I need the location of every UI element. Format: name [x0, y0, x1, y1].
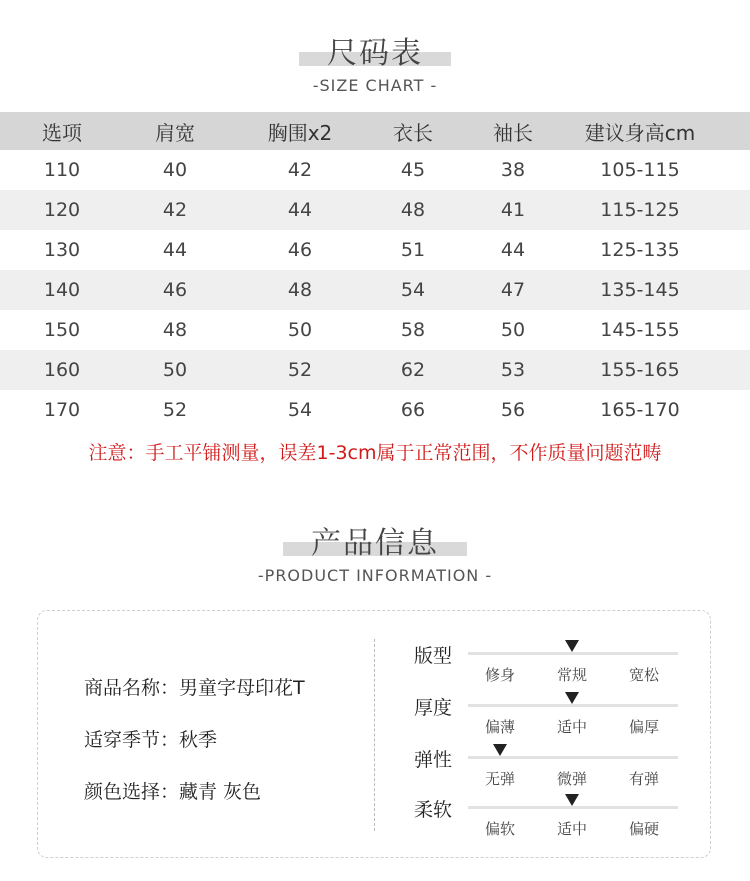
table-cell: 48: [162, 319, 188, 341]
product-info-title: 产品信息: [311, 526, 439, 561]
table-cell: 53: [500, 359, 526, 381]
table-cell: 165-170: [600, 399, 680, 421]
attribute-option: 无弹: [484, 770, 515, 788]
attribute-scale-line: [468, 806, 678, 809]
table-header-row: [0, 112, 750, 150]
selected-marker-icon: [565, 692, 579, 704]
table-cell: 48: [400, 199, 426, 221]
table-cell: 44: [162, 239, 188, 261]
attribute-label: 柔软: [414, 799, 453, 821]
table-cell: 62: [400, 359, 426, 381]
divider: [374, 639, 375, 831]
table-cell: 140: [43, 279, 81, 301]
table-cell: 155-165: [600, 359, 680, 381]
table-cell: 145-155: [600, 319, 680, 341]
attribute-option: 偏硬: [628, 820, 659, 838]
table-header-cell: 袖长: [493, 120, 533, 145]
table-cell: 150: [43, 319, 81, 341]
table-row: [0, 230, 750, 270]
table-cell: 38: [500, 159, 526, 181]
attribute-option: 偏软: [484, 820, 515, 838]
table-cell: 170: [43, 399, 81, 421]
table-cell: 51: [400, 239, 426, 261]
table-cell: 135-145: [600, 279, 680, 301]
table-cell: 54: [400, 279, 426, 301]
size-chart-heading: [0, 28, 750, 95]
table-cell: 105-115: [600, 159, 680, 181]
table-cell: 120: [43, 199, 81, 221]
color-options: 颜色选择：藏青 灰色: [84, 781, 262, 803]
table-header-cell: 肩宽: [155, 120, 195, 145]
attribute-option: 常规: [556, 666, 587, 684]
product-info-subtitle: -PRODUCT INFORMATION -: [257, 566, 493, 585]
table-cell: 115-125: [600, 199, 680, 221]
selected-marker-icon: [565, 640, 579, 652]
table-cell: 48: [287, 279, 313, 301]
table-row: [0, 350, 750, 390]
attribute-option: 偏薄: [484, 718, 515, 736]
table-row: [0, 310, 750, 350]
table-cell: 45: [400, 159, 426, 181]
selected-marker-icon: [493, 744, 507, 756]
attribute-option: 宽松: [628, 666, 659, 684]
attribute-option: 适中: [556, 820, 587, 838]
table-cell: 40: [162, 159, 188, 181]
product-info-heading: [0, 518, 750, 585]
table-cell: 47: [500, 279, 526, 301]
table-cell: 50: [500, 319, 526, 341]
measurement-note: 注意：手工平铺测量，误差1-3cm属于正常范围，不作质量问题范畴: [88, 442, 662, 464]
table-cell: 50: [162, 359, 188, 381]
size-chart-subtitle: -SIZE CHART -: [312, 76, 438, 95]
table-cell: 66: [400, 399, 426, 421]
table-cell: 130: [43, 239, 81, 261]
table-row: [0, 270, 750, 310]
table-cell: 46: [287, 239, 313, 261]
table-header-cell: 衣长: [393, 120, 433, 145]
season: 适穿季节：秋季: [84, 729, 218, 751]
table-row: [0, 150, 750, 190]
product-name: 商品名称：男童字母印花T: [84, 677, 305, 699]
table-header-cell: 胸围x2: [267, 120, 333, 145]
attribute-option: 偏厚: [628, 718, 659, 736]
attribute-option: 微弹: [556, 770, 587, 788]
attribute-scale-line: [468, 652, 678, 655]
table-cell: 42: [162, 199, 188, 221]
table-cell: 58: [400, 319, 426, 341]
attribute-scale-line: [468, 704, 678, 707]
table-cell: 44: [500, 239, 526, 261]
table-cell: 52: [162, 399, 188, 421]
attribute-label: 版型: [414, 645, 453, 667]
table-cell: 46: [162, 279, 188, 301]
size-chart-title: 尺码表: [327, 36, 423, 71]
attribute-label: 厚度: [414, 697, 453, 719]
table-row: [0, 190, 750, 230]
table-cell: 160: [43, 359, 81, 381]
table-cell: 54: [287, 399, 313, 421]
table-header-cell: 选项: [42, 120, 82, 145]
table-cell: 52: [287, 359, 313, 381]
table-cell: 44: [287, 199, 313, 221]
table-cell: 41: [500, 199, 526, 221]
table-header-cell: 建议身高cm: [584, 120, 696, 145]
size-chart-table: [0, 112, 750, 430]
table-row: [0, 390, 750, 430]
attribute-option: 适中: [556, 718, 587, 736]
table-cell: 42: [287, 159, 313, 181]
selected-marker-icon: [565, 794, 579, 806]
table-cell: 125-135: [600, 239, 680, 261]
attribute-label: 弹性: [414, 749, 453, 771]
attribute-scale-line: [468, 756, 678, 759]
product-info-card: [37, 610, 711, 858]
table-cell: 56: [500, 399, 526, 421]
attribute-option: 修身: [484, 666, 515, 684]
table-cell: 50: [287, 319, 313, 341]
attribute-option: 有弹: [628, 770, 659, 788]
table-cell: 110: [43, 159, 81, 181]
